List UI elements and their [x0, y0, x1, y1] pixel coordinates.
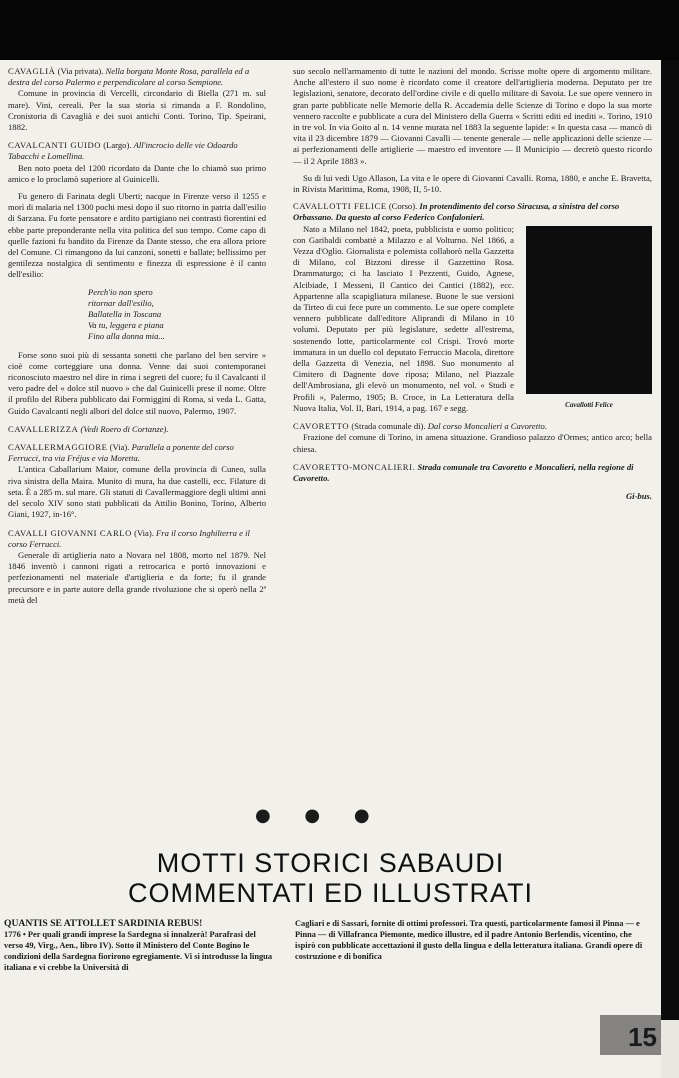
- entry-cavoretto: [293, 421, 652, 455]
- entry-cavalli-giovanni-carlo: [8, 528, 266, 606]
- verse-line: Perch'io non spero: [88, 286, 153, 297]
- entry-heading: CAVORETTO: [293, 421, 350, 432]
- references-paragraph: Su di lui vedi Ugo Allason, La vita e le opere di Giovanni Cavalli. Roma, 1880, e anche E. Bravetta, in Rivista Marittima, Roma, 1908, II, 5-10.: [293, 172, 652, 195]
- entry-subtitle: Nella borgata Monte Rosa, parallela ed a destra del corso Palermo e perpendicolare al corso Sempione.: [8, 66, 250, 88]
- portrait-caption: Cavallotti Felice: [565, 400, 613, 409]
- scan-right-border: [661, 60, 679, 1020]
- entry-cavoretto-moncalieri: [293, 462, 652, 484]
- entry-heading-rest: (Corso).: [386, 201, 420, 212]
- entry-subtitle: (Vedi Roero di Cortanze).: [80, 423, 169, 434]
- entry-paragraph: Comune in provincia di Vercelli, circondario di Biella (271 m. sul mare). Vini, cereali. Per la sua storia si rimanda a F. Rondolino, Cronistoria di Cavaglià e dei suoi antichi Conti. Torino, Tip. Speirani, 1882.: [8, 88, 266, 133]
- entry-subtitle: Dal corso Moncalieri a Cavoretto.: [427, 421, 547, 432]
- entry-cavallerizza: [8, 424, 266, 435]
- entry-heading-rest: (Via).: [131, 527, 157, 538]
- motto-heading: QUANTIS SE ATTOLLET SARDINIA REBUS!: [4, 918, 203, 929]
- entry-paragraph: Generale di artiglieria nato a Novara nel 1808, morto nel 1879. Nel 1846 inventò i cannoni rigati a retrocarica e portò innovazioni e perfezionamenti nel materiale d'artiglieria e da forte; fu il grande precursore e in parte autore della grande rivoluzione che si operò nella 2ª metà del: [8, 549, 266, 605]
- scan-top-border: [0, 0, 679, 60]
- entry-heading-rest: (Via).: [107, 442, 132, 453]
- right-column: [293, 66, 652, 502]
- bottom-left-text: [4, 918, 272, 973]
- entry-paragraph: Nato a Milano nel 1842, poeta, pubblicista e uomo politico; con Garibaldi combattè a Milazzo e al Volturno. Nel 1866, a Vezza d'Oglio. Giornalista e polemista collaborò nella Gazzetta di Milano, col Bizzoni diresse il Gazzettino Rosa. Drammaturgo; ci ha lasciato I Pezzenti, Guido, Agnese, Alcibiade, I Messeni, Il Cantico dei Cantici (1882), ecc. Appartenne alla scapigliatura milanese. Buone le sue versioni da Tirteo di cui fece pure un commento. Le sue opere complete vennero pubblicate dall'editore Aliprandi di Milano in 10 volumi. Deputato per più legislature, sedette all'estrema, sostenendo lotte, particolarmente col Crispi. Trovò morte immatura in un duello col deputato Ferruccio Macola, direttore della Gazzetta di Venezia, nel 1898. Suo monumento al Cimitero di Dagnente dove riposa; Milano, nel Piazzale dell'Ambrosiana, gli elevò un monumento, nel vol. « Studi e Profili », Palermo, 1905; B. Croce, in La Letteratura della Nuova Italia, Vol. II, Bari, 1914, a pag. 167 e segg.: [293, 223, 514, 413]
- entry-heading-rest: (Strada comunale di).: [349, 421, 428, 432]
- portrait-figure: [520, 226, 652, 411]
- motto-text: 1776 • Per quali grandi imprese la Sardegna si innalzerà! Parafrasi del verso 49, Virg., Aen., libro IV). Sotto il Ministero del Conte Bogino le condizioni della Sardegna fiorirono egregiamente. Vi si introdusse la lingua italiana e vi crebbe la Università di: [4, 930, 273, 972]
- entry-paragraph: Ben noto poeta del 1200 ricordato da Dante che lo chiamò suo primo amico e lo proclamò superiore al Guinicelli.: [8, 162, 266, 184]
- poem-verse: [88, 287, 266, 342]
- entry-cavallermaggiore: [8, 442, 266, 520]
- bottom-right-text: Cagliari e di Sassari, fornite di ottimi professori. Tra questi, particolarmente famosi il Pinna — e Pinna — di Villafranca Piemonte, medico illustre, ed il padre Antonio Berlendis, vicentino, che ispirò con pubblicate accettazioni il gusto della lingua e della letteratura italiana. Grandi opere di costruzione e di bonifica: [295, 919, 643, 961]
- entry-subtitle: Fra il corso Inghilterra e il corso Ferrucci.: [8, 527, 250, 549]
- verse-line: Va tu, leggera e piana: [88, 319, 164, 330]
- continued-paragraph: suo secolo nell'armamento di tutte le nazioni del mondo. Scrisse molte opere di argomento militare. Anche all'estero il suo nome è ricordato come il creatore dell'artiglieria moderna. Deputato per tre legislazioni, senatore, decorato dell'ordine civile e di quello militare di Savoia. Le sue opere vennero in gran parte pubblicate nelle Memorie della R. Accademia delle Scienze di Torino e dopo la sua morte vennero raccolte e pubblicate a cura del Ministero della Guerra « Scritti editi ed inediti ». Torino, 1910 in tre vol. In via Goito al n. 14 venne murata nel 1883 la seguente lapide: « In questa casa — mancò di vita il 23 dicembre 1879 — Giovanni Cavalli — tenente generale — nelle applicazioni delle scienze — ai perfezionamenti delle artiglierie — maestro ed inventore — Il Municipio — decretò questo ricordo — il 2 Aprile 1883 ».: [293, 66, 652, 166]
- section-separator: ● ● ●: [255, 805, 384, 826]
- entry-heading: CAVALLI GIOVANNI CARLO: [8, 527, 132, 538]
- verse-line: ritornar dall'esilio,: [88, 297, 154, 308]
- entry-subtitle: Strada comunale tra Cavoretto e Moncalieri, nella regione di Cavoretto.: [293, 461, 634, 483]
- verse-line: Fino alla donna mia...: [88, 330, 165, 341]
- entry-paragraph: L'antica Caballarium Maior, comune della provincia di Cuneo, sulla riva sinistra della Maira. Munito di mura, ha due castelli, ecc. Filature di seta. È a 285 m. sul mare. Gli statuti di Cavallermaggiore degli ultimi anni del secolo XIV sono stati pubblicati da Attilio Bonino, Torino, Alberto Giani, 1927, in-16°.: [8, 464, 266, 520]
- author-signature: Gi-bus.: [625, 491, 652, 502]
- entry-heading: CAVALLERMAGGIORE: [8, 442, 108, 453]
- entry-subtitle: Parallela a ponente del corso Ferrucci, tra via Fréjus e via Moretta.: [8, 442, 234, 464]
- entry-heading: CAVALCANTI GUIDO: [8, 140, 102, 151]
- entry-heading: CAVAGLIÀ: [8, 66, 56, 76]
- verse-line: Ballatella in Toscana: [88, 308, 162, 319]
- entry-heading: CAVALLERIZZA: [8, 423, 79, 434]
- entry-heading-rest: (Via privata).: [55, 66, 106, 76]
- left-column: [8, 66, 266, 613]
- entry-heading: CAVALLOTTI FELICE: [293, 201, 387, 212]
- page-number: 15: [628, 1022, 657, 1052]
- portrait-photo: [526, 226, 652, 394]
- headline-line-2: COMMENTATI ED ILLUSTRATI: [127, 878, 534, 908]
- entry-paragraph: Fu genero di Farinata degli Uberti; nacque in Firenze verso il 1255 e morì di malaria nel 1300 pochi mesi dopo il suo ritorno in patria dall'esilio di Sarzana. Fu forte pensatore e ardito partigiano nei contrasti fiorentini ed ebbe parte preponderante nella vita politica del suo tempo. Come capo di quelle fazioni fu bandito da Firenze da Dante stesso, che era allora priore del Comune. Ci rimangono da lui canzoni, sonetti e ballate; bellissimo per gentilezza nostalgica di sentimento e finezza di espressione è il canto dell'esilio:: [8, 191, 266, 280]
- entry-cavallotti-felice: [293, 201, 652, 414]
- entry-paragraph: Frazione del comune di Torino, in amena situazione. Grandioso palazzo d'Ormes; antico arco; bella chiesa.: [293, 432, 652, 454]
- headline-line-1: MOTTI STORICI SABAUDI: [156, 848, 505, 878]
- entry-heading: CAVORETTO-MONCALIERI.: [293, 461, 416, 472]
- entry-cavaglia: [8, 66, 266, 133]
- entry-paragraph: Forse sono suoi più di sessanta sonetti che parlano del ben servire » cioè come corteggiare una donna. Venne dai suoi contemporanei riconosciuto maestro nel dire in rima i segreti del cuore; fu il Cavalcanti il vero padre del « dolce stil nuovo » che dal Guinicelli prese il nome. Oltre il profilo del Ribera pubblicato dai Formiggini di Roma, si veda L. Gatta, Guido Cavalcanti negli albori del dolce stil nuovo, Palermo, 1907.: [8, 349, 266, 416]
- entry-heading-rest: (Largo).: [101, 140, 134, 151]
- entry-subtitle: All'incrocio delle vie Odoardo Tabacchi e Lomellina.: [8, 140, 238, 162]
- entry-cavalcanti-guido: [8, 140, 266, 417]
- entry-subtitle: In protendimento del corso Siracusa, a sinistra del corso Orbassano. Da questo al corso Federico Confalonieri.: [293, 201, 620, 223]
